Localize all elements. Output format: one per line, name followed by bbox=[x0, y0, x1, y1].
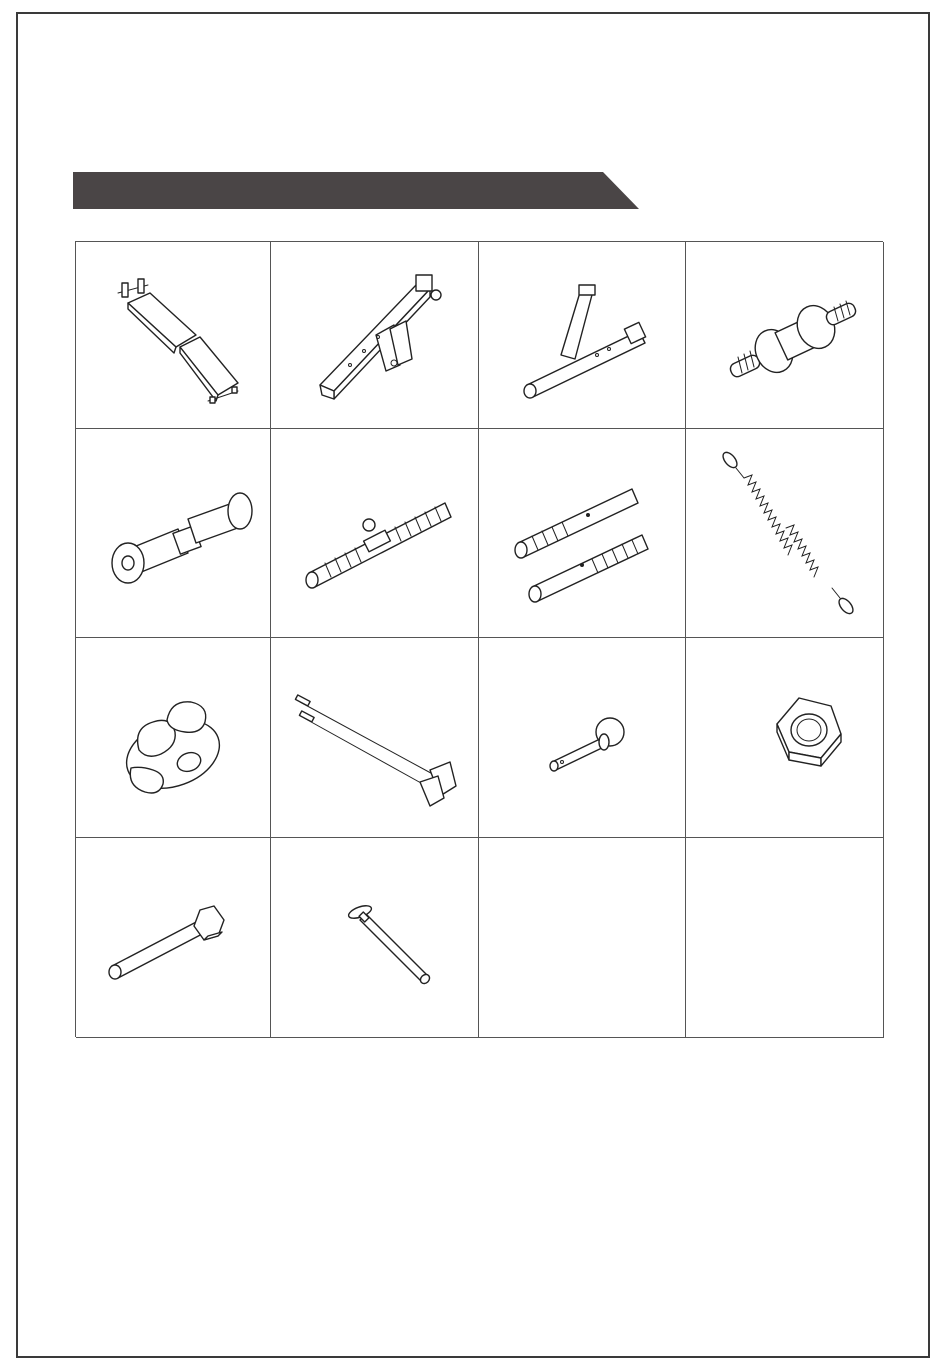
roller-bar-icon bbox=[700, 255, 870, 415]
part-cell-nut bbox=[686, 638, 884, 838]
nut-icon bbox=[705, 658, 865, 818]
part-cell-grip-tubes bbox=[479, 429, 686, 638]
parts-grid bbox=[75, 241, 883, 1037]
frame-icon bbox=[290, 255, 460, 415]
part-cell-bench bbox=[76, 242, 271, 429]
curl-bar-icon bbox=[285, 443, 465, 623]
part-cell-foam-roller bbox=[76, 429, 271, 638]
pin-icon bbox=[502, 658, 662, 818]
y-tube-icon bbox=[497, 255, 667, 415]
part-cell-cable bbox=[271, 638, 479, 838]
part-cell-empty-1 bbox=[479, 838, 686, 1038]
part-cell-hex-bolt bbox=[76, 838, 271, 1038]
part-cell-y-tube bbox=[479, 242, 686, 429]
carriage-bolt-icon bbox=[290, 858, 460, 1018]
part-cell-pin bbox=[479, 638, 686, 838]
foam-roller-icon bbox=[88, 443, 258, 623]
part-cell-frame bbox=[271, 242, 479, 429]
part-cell-curl-bar bbox=[271, 429, 479, 638]
section-header-band bbox=[73, 172, 639, 209]
part-cell-knob bbox=[76, 638, 271, 838]
part-cell-carriage-bolt bbox=[271, 838, 479, 1038]
part-cell-roller-bar bbox=[686, 242, 884, 429]
grip-tubes-icon bbox=[492, 443, 672, 623]
hex-bolt-icon bbox=[88, 858, 258, 1018]
part-cell-spring bbox=[686, 429, 884, 638]
cable-icon bbox=[280, 658, 470, 818]
knob-icon bbox=[93, 658, 253, 818]
spring-icon bbox=[700, 438, 870, 628]
bench-icon bbox=[88, 255, 258, 415]
part-cell-empty-2 bbox=[686, 838, 884, 1038]
